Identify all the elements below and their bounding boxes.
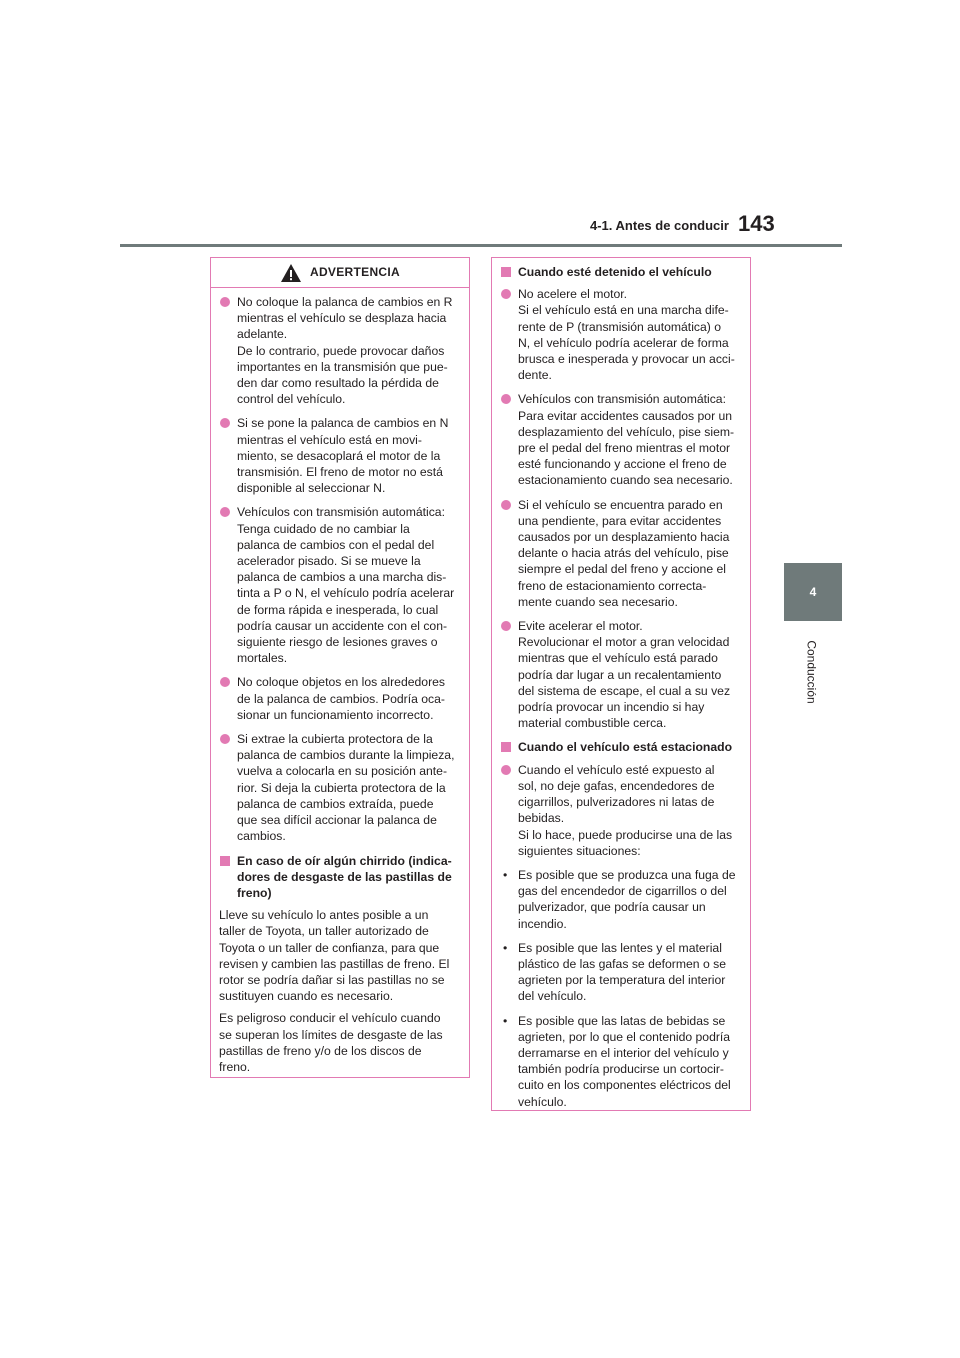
text-line: pulverizador, que podría causar un [518,900,706,915]
text-line: brusca e inesperada y provocar un acci- [518,352,735,367]
text-line: podría provocar un incendio si hay [518,700,705,715]
text-line: tinta a P o N, el vehículo podría acelerar [237,586,455,601]
text-line: sustituyen cuando es necesario. [219,989,394,1004]
text-line: dores de desgaste de las pastillas de [237,869,452,884]
text-line: freno de estacionamiento correcta- [518,578,707,593]
text-line: No acelere el motor. [518,287,628,302]
text-line: pre el pedal del freno mientras el motor [518,441,731,456]
text-line: Es posible que las lentes y el material [518,940,722,955]
text-line: transmisión. El freno de motor no está [237,465,443,480]
text-line: sionar un funcionamiento incorrecto. [237,707,434,722]
text-line: freno) [237,885,272,900]
warning-item [219,415,461,496]
warning-item [219,731,461,844]
bullet-dot-icon [220,418,230,428]
text-line: Es peligroso conducir el vehículo cuando [219,1011,441,1026]
text-line: Es posible que las latas de bebidas se [518,1013,726,1028]
text-line: palanca de cambios a una marcha dis- [237,570,447,585]
item-text [237,294,461,407]
item-text [518,618,742,731]
text-line: Para evitar accidentes causados por un [518,408,733,423]
text-line: causados por un desplazamiento hacia [518,530,730,545]
text-line: siempre el pedal del freno y accione el [518,562,726,577]
text-line: mientras que el vehículo está parado [518,651,718,666]
header-divider [120,244,842,247]
text-line: revisen y cambien las pastillas de freno. El [219,956,450,971]
item-text [518,867,742,932]
sub-bullet-item [500,1013,742,1110]
item-text [237,504,461,666]
chapter-tab[interactable]: 4 [784,563,842,621]
text-line: incendio. [518,916,567,931]
bullet-icon: • [503,1013,508,1028]
text-line: mientras el vehículo está en movi- [237,432,422,447]
paragraph [219,1010,461,1075]
warning-item [500,618,742,731]
text-line: que sea difícil accionar la palanca de [237,813,437,828]
text-line: se superan los límites de desgaste de las [219,1027,443,1042]
warning-item [219,294,461,407]
text-line: Revolucionar el motor a gran velocidad [518,635,730,650]
text-line: vuelva a colocarla en su posición ante- [237,764,448,779]
text-line: esté funcionando y accione el freno de [518,457,727,472]
page-number: 143 [738,211,775,236]
warning-box-continued [491,257,751,1111]
text-line: palanca de cambios con el pedal del [237,537,435,552]
section-heading-stopped [500,264,742,280]
item-text [237,674,461,723]
warning-item [219,674,461,723]
text-line: Si se pone la palanca de cambios en N [237,416,449,431]
sub-bullet-item [500,867,742,932]
text-line: también podría producirse un cortocir- [518,1062,724,1077]
text-line: disponible al seleccionar N. [237,481,386,496]
text-line: una pendiente, para evitar accidentes [518,513,722,528]
warning-header [211,258,469,288]
text-line: mortales. [237,651,288,666]
bullet-square-icon [220,856,230,866]
text-line: estacionamiento cuando sea necesario. [518,473,733,488]
bullet-dot-icon [220,677,230,687]
text-line: de forma rápida e inesperada, lo cual [237,602,439,617]
text-line: No coloque la palanca de cambios en R [237,295,453,309]
section-title: 4-1. Antes de conducir [590,218,729,233]
text-line: podría dar lugar a un recalentamiento [518,667,722,682]
chapter-label-text: Conducción [805,640,819,704]
bullet-icon: • [503,867,508,882]
text-line: material combustible cerca. [518,716,667,731]
text-line: rotor se podría dañar si las pastillas no se [219,972,445,987]
text-line: del vehículo. [518,989,587,1004]
bullet-square-icon [501,742,511,752]
text-line: Es posible que se produzca una fuga de [518,867,736,882]
text-line: cambios. [237,829,286,844]
text-line: importantes en la transmisión que pue- [237,359,448,374]
text-line: En caso de oír algún chirrido (indica- [237,853,452,868]
text-line: gas del encendedor de cigarrillos o del [518,884,727,899]
text-line: Cuando el vehículo esté expuesto al [518,762,715,777]
item-text [518,286,742,383]
text-line: Toyota o un taller de confianza, para que [219,940,440,955]
warning-box [210,257,470,1078]
paragraph [219,907,461,1004]
text-line: miento, se desacoplará el motor de la [237,448,441,463]
warning-item [219,504,461,666]
warning-item [500,286,742,383]
text-line: agrieten por la temperatura del interior [518,973,726,988]
item-text [518,497,742,610]
text-line: cuito en los componentes eléctricos del [518,1078,731,1093]
text-line: rior. Si deja la cubierta protectora de la [237,780,446,795]
text-line: den dar como resultado la pérdida de [237,376,439,391]
bullet-dot-icon [501,394,511,404]
warning-triangle-icon [280,263,302,283]
text-line: Si el vehículo se encuentra parado en [518,497,723,512]
text-line: Si extrae la cubierta protectora de la [237,732,433,747]
warning-item [500,762,742,859]
text-line: sol, no deje gafas, encendedores de [518,778,715,793]
section-heading-text: Cuando el vehículo está estacionado [518,740,733,755]
text-line: dente. [518,368,552,383]
text-line: de la palanca de cambios. Podría oca- [237,691,445,706]
text-line: derramarse en el interior del vehículo y [518,1045,729,1060]
text-line: vehículo. [518,1094,567,1109]
text-line: taller de Toyota, un taller autorizado de [219,924,429,939]
bullet-dot-icon [220,297,230,307]
text-line: adelante. [237,327,288,342]
section-heading-text: Cuando esté detenido el vehículo [518,265,712,279]
text-line: No coloque objetos en los alrededores [237,675,446,690]
item-text [518,391,742,488]
item-text [518,762,742,859]
text-line: mientras el vehículo se desplaza hacia [237,311,447,326]
bullet-dot-icon [501,621,511,631]
text-line: agrieten, por lo que el contenido podría [518,1029,731,1044]
text-line: mente cuando sea necesario. [518,594,678,609]
text-line: Lleve su vehículo lo antes posible a un [219,908,429,923]
text-line: bebidas. [518,811,565,826]
text-line: Si lo hace, puede producirse una de las [518,827,733,842]
text-line: control del vehículo. [237,392,346,407]
bullet-square-icon [501,267,511,277]
text-line: delante o hacia atrás del vehículo, pise [518,546,729,561]
sub-bullet-item [500,940,742,1005]
item-text [518,940,742,1005]
warning-title: ADVERTENCIA [310,265,400,280]
warning-item [500,497,742,610]
warning-item [500,391,742,488]
text-line: acelerador pisado. Si se mueve la [237,554,421,569]
text-line: palanca de cambios extraída, puede [237,796,434,811]
item-text [518,1013,742,1110]
item-text [237,731,461,844]
bullet-dot-icon [501,289,511,299]
text-line: siguiente riesgo de lesiones graves o [237,635,438,650]
text-line: desplazamiento del vehículo, pise siem- [518,424,735,439]
text-line: palanca de cambios durante la limpieza, [237,748,455,763]
bullet-dot-icon [220,734,230,744]
text-line: Vehículos con transmisión automática: [237,505,445,520]
text-line: podría causar un accidente con el con- [237,618,448,633]
text-line: De lo contrario, puede provocar daños [237,343,445,358]
bullet-dot-icon [220,507,230,517]
text-line: Evite acelerar el motor. [518,619,643,634]
bullet-dot-icon [501,500,511,510]
bullet-dot-icon [501,765,511,775]
text-line: rente de P (transmisión automática) o [518,319,721,334]
text-line: Si el vehículo está en una marcha dife- [518,303,729,318]
bullet-icon: • [503,940,508,955]
text-line: pastillas de freno y/o de los discos de [219,1043,422,1058]
text-line: cigarrillos, pulverizadores ni latas de [518,795,715,810]
section-heading-text [237,853,461,902]
chapter-label [803,632,821,712]
text-line: freno. [219,1059,251,1074]
text-line: N, el vehículo podría acelerar de forma [518,335,729,350]
section-heading-brake-noise [219,853,461,902]
text-line: siguientes situaciones: [518,843,641,858]
text-line: plástico de las gafas se deformen o se [518,956,726,971]
text-line: Vehículos con transmisión automática: [518,392,726,407]
text-line: del sistema de escape, el cual a su vez [518,683,731,698]
item-text [237,415,461,496]
text-line: Tenga cuidado de no cambiar la [237,521,410,536]
section-heading-parked [500,739,742,755]
